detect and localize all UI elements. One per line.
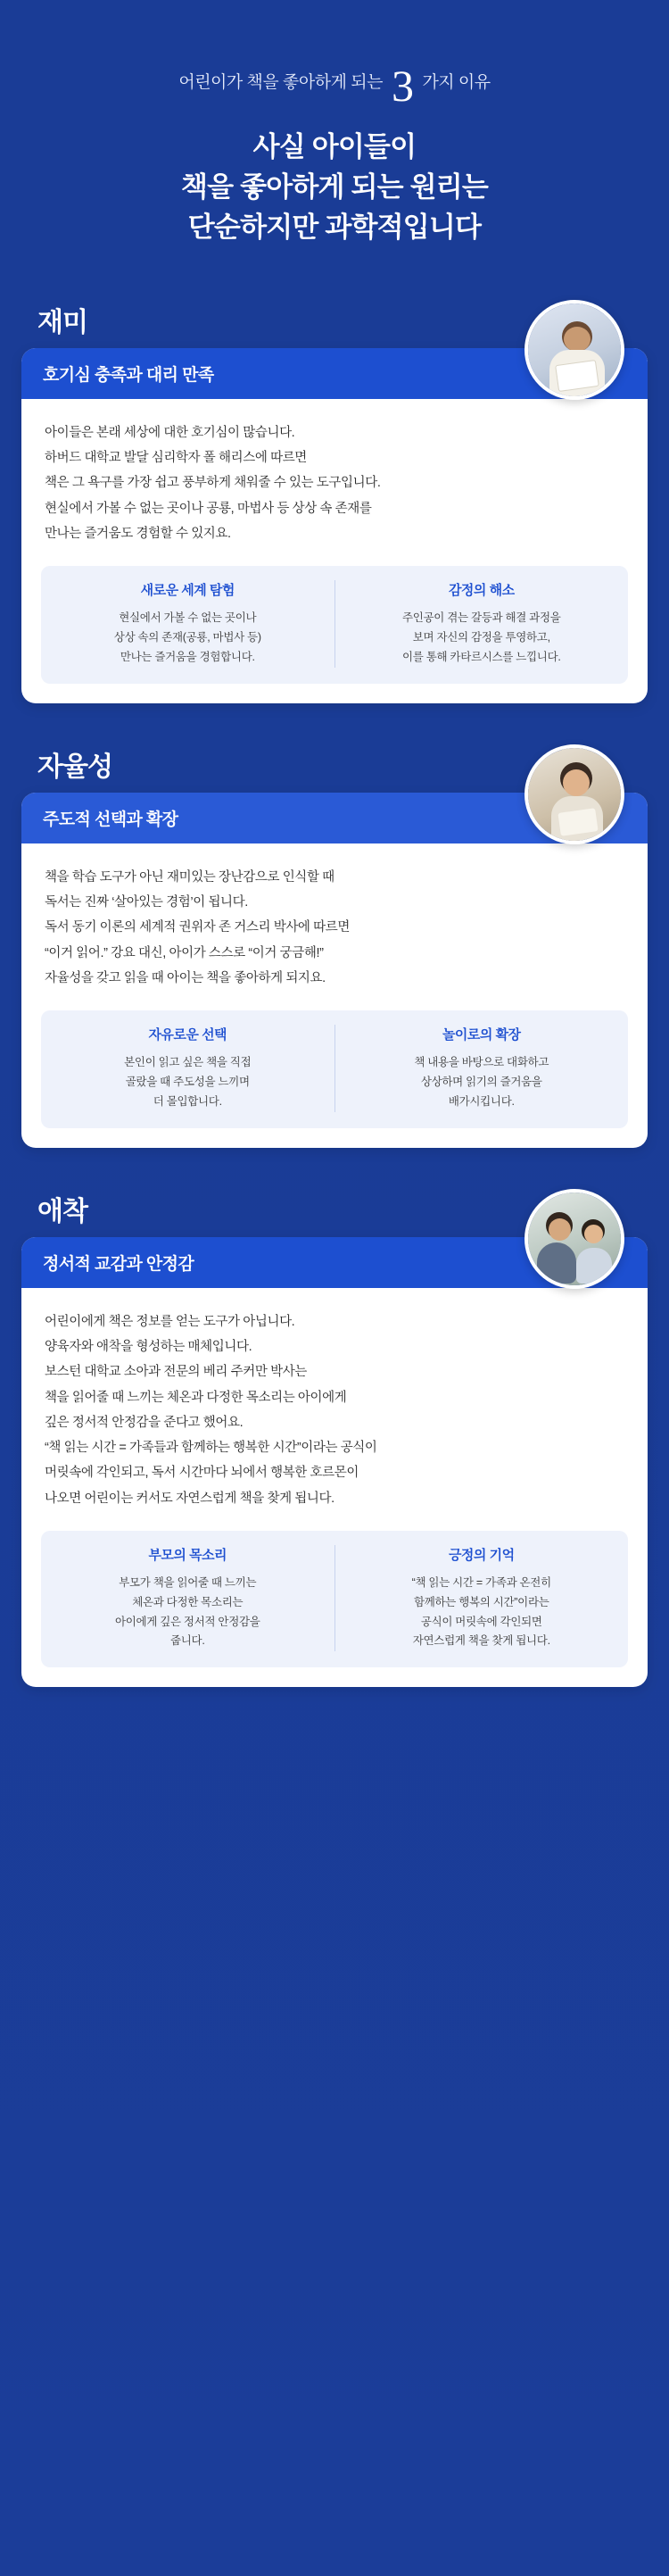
- column-heading: 부모의 목소리: [148, 1547, 227, 1563]
- column-item: [41, 1025, 334, 1112]
- column-line: 공식이 머릿속에 각인되면: [420, 1615, 542, 1628]
- column-line: 체온과 다정한 목소리는: [132, 1595, 244, 1608]
- column-item: [41, 580, 334, 668]
- body-line: “이거 읽어.” 강요 대신, 아이가 스스로 “이거 궁금해!”: [45, 945, 324, 960]
- column-line: 줍니다.: [170, 1634, 205, 1648]
- column-heading: 자유로운 선택: [148, 1027, 227, 1043]
- column-line: “책 읽는 시간 = 가족과 온전히: [411, 1575, 551, 1589]
- column-line: 상상 속의 존재(공룡, 마법사 등): [113, 631, 261, 644]
- eyebrow-left-text: 어린이가 책을 좋아하게 되는: [178, 73, 383, 92]
- section-columns: [41, 566, 628, 684]
- headline-line-3: 단순하지만 과학적입니다: [187, 211, 482, 243]
- body-line: 자율성을 갖고 읽을 때 아이는 책을 좋아하게 되지요.: [45, 970, 326, 985]
- body-line: 하버드 대학교 발달 심리학자 폴 해리스에 따르면: [45, 451, 307, 466]
- section-columns: [41, 1010, 628, 1128]
- page-title: [0, 128, 669, 248]
- girl-reading-photo: [524, 744, 624, 844]
- column-item: [41, 1545, 334, 1652]
- body-line: 만나는 즐거움도 경험할 수 있지요.: [45, 526, 231, 541]
- column-line: 본인이 읽고 싶은 책을 직접: [124, 1056, 252, 1069]
- section-subtitle: 정서적 교감과 안정감: [21, 1237, 648, 1288]
- body-line: 책은 그 욕구를 가장 쉽고 풍부하게 채워줄 수 있는 도구입니다.: [45, 476, 381, 491]
- body-line: 책을 학습 도구가 아닌 재미있는 장난감으로 인식할 때: [45, 869, 334, 885]
- column-item: [334, 580, 629, 668]
- column-line: 골랐을 때 주도성을 느끼며: [125, 1075, 250, 1088]
- column-line: 주인공이 겪는 갈등과 해결 과정을: [401, 611, 561, 625]
- body-line: 깊은 정서적 안정감을 준다고 했어요.: [45, 1415, 244, 1430]
- section-card: [21, 1237, 648, 1688]
- section-body: [21, 843, 648, 991]
- section-title: 자율성: [37, 752, 112, 782]
- body-line: 현실에서 가볼 수 없는 곳이나 공룡, 마법사 등 상상 속 존재를: [45, 501, 372, 516]
- body-line: 보스턴 대학교 소아과 전문의 베리 주커만 박사는: [45, 1365, 307, 1380]
- body-line: 어린이에게 책은 정보를 얻는 도구가 아닙니다.: [45, 1314, 295, 1329]
- section-subtitle: 호기심 충족과 대리 만족: [21, 348, 648, 399]
- column-line: 배가시킵니다.: [448, 1094, 515, 1108]
- section-subtitle: 주도적 선택과 확장: [21, 793, 648, 843]
- father-and-child-photo: [524, 1189, 624, 1289]
- headline-line-2: 책을 좋아하게 되는 원리는: [180, 170, 489, 203]
- section-title: 재미: [37, 307, 87, 337]
- column-line: 보며 자신의 감정을 투영하고,: [412, 631, 550, 644]
- body-line: 아이들은 본래 세상에 대한 호기심이 많습니다.: [45, 425, 295, 440]
- column-item: [334, 1545, 629, 1652]
- body-line: 나오면 어린이는 커서도 자연스럽게 책을 찾게 됩니다.: [45, 1491, 334, 1506]
- page-header: [0, 0, 669, 248]
- section-attachment: [21, 1189, 648, 1688]
- child-reading-photo: [524, 300, 624, 400]
- column-line: 만나는 즐거움을 경험합니다.: [120, 650, 255, 663]
- headline-line-1: 사실 아이들이: [252, 131, 417, 162]
- column-line: 부모가 책을 읽어줄 때 느끼는: [119, 1575, 257, 1589]
- eyebrow: [0, 61, 669, 111]
- eyebrow-right-text: 가지 이유: [422, 73, 491, 92]
- section-title: 애착: [37, 1196, 87, 1226]
- body-line: 책을 읽어줄 때 느끼는 체온과 다정한 목소리는 아이에게: [45, 1390, 347, 1405]
- column-line: 함께하는 행복의 시간”이라는: [413, 1595, 549, 1608]
- section-body: [21, 1288, 648, 1511]
- section-card: [21, 348, 648, 703]
- column-heading: 새로운 세계 탐험: [140, 583, 235, 599]
- column-line: 아이에게 깊은 정서적 안정감을: [114, 1615, 260, 1628]
- column-line: 상상하며 읽기의 즐거움을: [420, 1075, 542, 1088]
- section-autonomy: [21, 744, 648, 1148]
- column-heading: 긍정의 기억: [448, 1547, 515, 1563]
- column-line: 책 내용을 바탕으로 대화하고: [414, 1056, 549, 1069]
- body-line: 독서 동기 이론의 세계적 권위자 존 거스리 박사에 따르면: [45, 920, 350, 935]
- column-item: [334, 1025, 629, 1112]
- section-body: [21, 399, 648, 546]
- body-line: 독서는 진짜 ‘살아있는 경험’이 됩니다.: [45, 895, 248, 910]
- section-card: [21, 793, 648, 1148]
- section-fun: [21, 300, 648, 703]
- body-line: 양육자와 애착을 형성하는 매체입니다.: [45, 1339, 252, 1354]
- body-line: “책 읽는 시간 = 가족들과 함께하는 행복한 시간”이라는 공식이: [45, 1441, 377, 1456]
- body-line: 머릿속에 각인되고, 독서 시간마다 뇌에서 행복한 호르몬이: [45, 1466, 359, 1481]
- column-line: 현실에서 가볼 수 없는 곳이나: [119, 611, 257, 625]
- column-heading: 감정의 해소: [448, 583, 515, 599]
- column-line: 더 몰입합니다.: [153, 1094, 222, 1108]
- section-columns: [41, 1531, 628, 1668]
- column-line: 이를 통해 카타르시스를 느낍니다.: [401, 650, 561, 663]
- column-heading: 놀이로의 확장: [442, 1027, 521, 1043]
- eyebrow-number: 3: [391, 61, 414, 111]
- column-line: 자연스럽게 책을 찾게 됩니다.: [412, 1634, 550, 1648]
